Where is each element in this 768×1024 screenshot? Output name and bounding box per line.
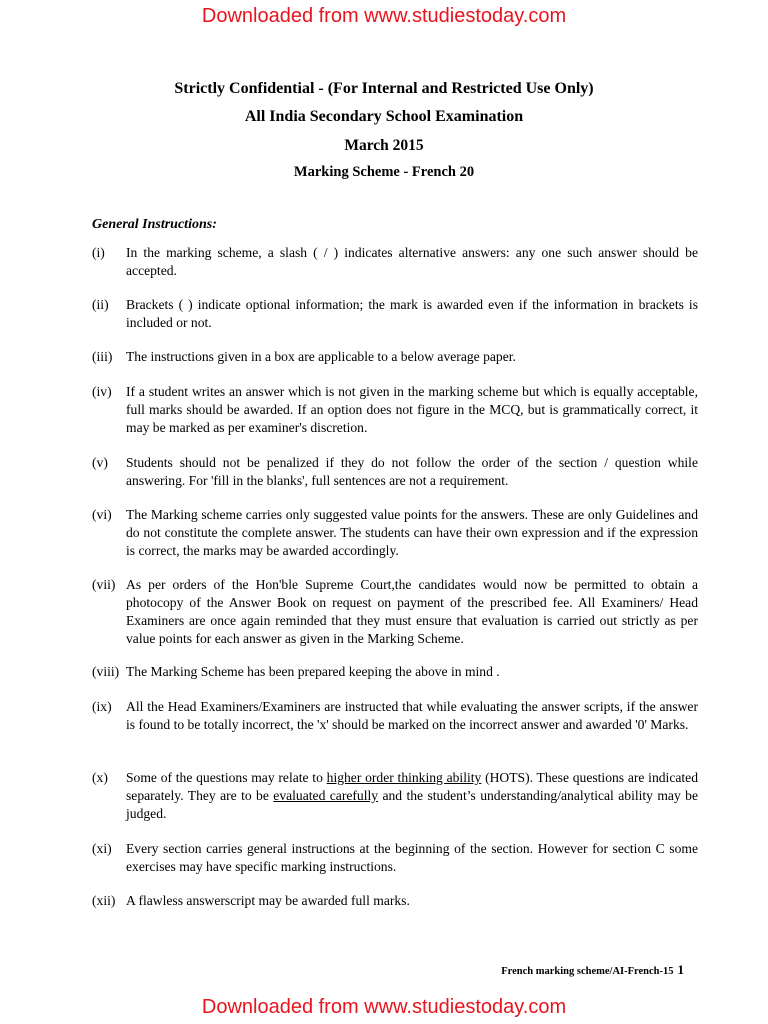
item-number: (vi) (92, 507, 112, 522)
item-text: The instructions given in a box are applicable to a below average paper. (126, 349, 516, 364)
page-footer (501, 962, 684, 978)
item-number: (vii) (92, 577, 116, 592)
item-number: (xi) (92, 841, 112, 856)
instruction-item (92, 296, 698, 332)
instruction-item (92, 769, 698, 823)
item-text: Some of the questions may relate to higher order thinking ability (HOTS). These questions are indicated separately. They are to be evaluated carefully and the student’s understanding/analytical ability may be judged. (126, 770, 699, 821)
item-text: In the marking scheme, a slash ( / ) indicates alternative answers: any one such answer should be accepted. (126, 245, 698, 278)
item-number: (viii) (92, 664, 120, 679)
item-number: (ii) (92, 297, 109, 312)
page-number: 1 (677, 962, 684, 977)
marking-scheme-title: Marking Scheme - French 20 (293, 164, 475, 180)
confidential-heading: Strictly Confidential - (For Internal and Restricted Use Only) (174, 80, 594, 97)
instruction-item (92, 348, 698, 366)
item-text: Students should not be penalized if they do not follow the order of the section / question while answering. For 'fill in the blanks', full sentences are not a requirement. (126, 455, 698, 488)
download-banner-top[interactable]: Downloaded from www.studiestoday.com (201, 5, 567, 27)
item-number: (xii) (92, 893, 116, 908)
item-number: (ix) (92, 699, 112, 714)
item-text: All the Head Examiners/Examiners are instructed that while evaluating the answer scripts, if the answer is found to be totally incorrect, the 'x' should be marked on the incorrect answer and awarded '0' Marks. (126, 699, 698, 732)
instruction-item (92, 244, 698, 280)
exam-title: All India Secondary School Examination (244, 108, 524, 125)
item-text: Every section carries general instructions at the beginning of the section. However for section C some exercises may have specific marking instructions. (126, 841, 698, 874)
instruction-item (92, 698, 698, 734)
item-text: The Marking scheme carries only suggested value points for the answers. These are only Guidelines and do not constitute the complete answer. The students can have their own expression and if the expression is correct, the marks may be awarded accordingly. (126, 507, 698, 558)
item-number: (iv) (92, 384, 112, 399)
general-instructions-title: General Instructions: (92, 217, 217, 232)
exam-date: March 2015 (344, 137, 424, 154)
instruction-item (92, 454, 698, 490)
instruction-item (92, 840, 698, 876)
instruction-item (92, 892, 698, 910)
instruction-item (92, 506, 698, 560)
item-number: (i) (92, 245, 105, 260)
download-banner-bottom[interactable]: Downloaded from www.studiestoday.com (201, 996, 567, 1018)
instruction-item (92, 576, 698, 648)
item-number: (iii) (92, 349, 113, 364)
instruction-item (92, 663, 698, 681)
instruction-item (92, 383, 698, 437)
footer-label: French marking scheme/AI-French-15 (501, 966, 674, 977)
hots-underlined-text: higher order thinking ability (326, 770, 482, 785)
item-text: A flawless answerscript may be awarded full marks. (126, 893, 410, 908)
item-text: As per orders of the Hon'ble Supreme Court,the candidates would now be permitted to obtain a photocopy of the Answer Book on request on payment of the prescribed fee. All Examiners/ Head Examiners are once again reminded that they must ensure that evaluation is carried out strictly as per value points for each answer as given in the Marking Scheme. (126, 577, 698, 646)
item-number: (v) (92, 455, 108, 470)
item-text: Brackets ( ) indicate optional information; the mark is awarded even if the information in brackets is included or not. (126, 297, 698, 330)
evaluated-carefully-underlined-text: evaluated carefully (273, 788, 379, 803)
item-text: If a student writes an answer which is not given in the marking scheme but which is equally acceptable, full marks should be awarded. If an option does not figure in the MCQ, but is grammatically correct, it may be marked as per examiner's discretion. (126, 384, 698, 435)
item-number: (x) (92, 770, 108, 785)
item-text: The Marking Scheme has been prepared keeping the above in mind . (126, 664, 500, 679)
